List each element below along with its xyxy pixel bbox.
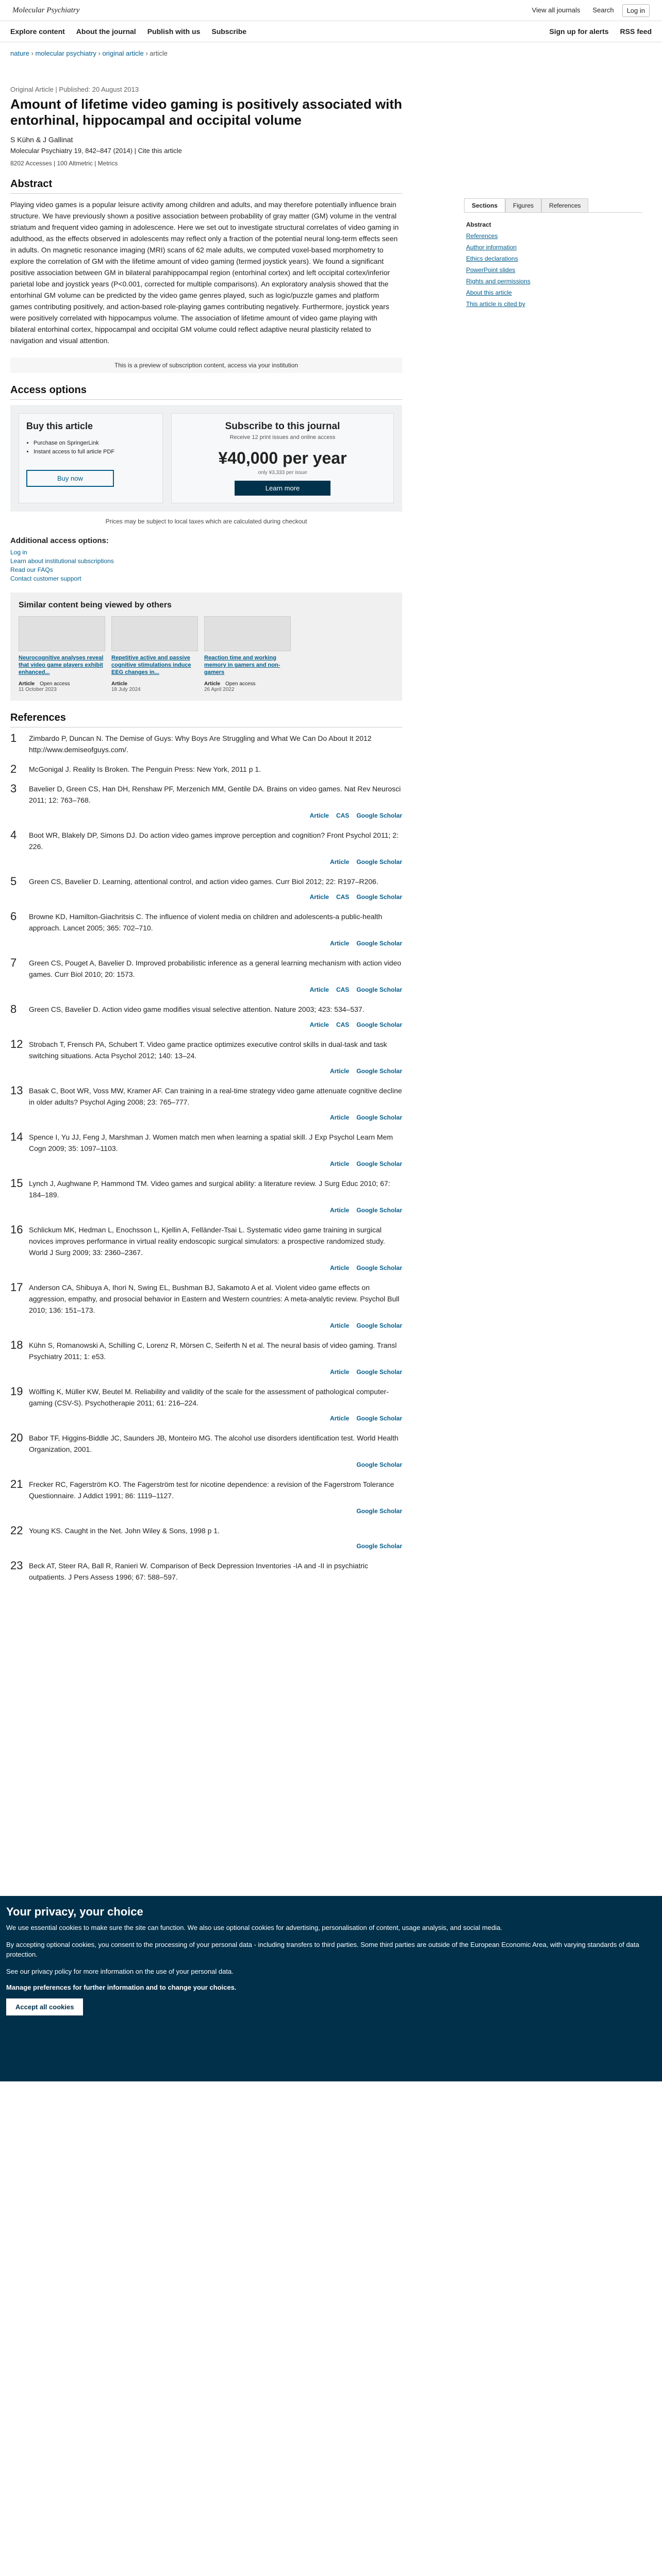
reference-item: [10, 1525, 402, 1552]
similar-card[interactable]: [111, 616, 198, 692]
card-type: Article: [19, 681, 35, 687]
reference-item: [10, 1386, 402, 1424]
nav-rss[interactable]: RSS feed: [620, 27, 652, 36]
reference-article-link[interactable]: Article: [329, 1264, 350, 1272]
card-type: Article: [204, 681, 221, 687]
reference-article-link[interactable]: Article: [329, 1067, 350, 1075]
reference-number: 3: [10, 782, 17, 795]
cookie-banner: [0, 1896, 662, 2081]
reference-text: Lynch J, Aughwane P, Hammond TM. Video games and surgical ability: a literature review. J Surg Educ 2010; 67: 184–189.: [29, 1179, 390, 1199]
card-title[interactable]: Reaction time and working memory in gamers and non-gamers: [204, 655, 280, 675]
additional-access-link[interactable]: Contact customer support: [10, 575, 81, 582]
top-bar: [0, 0, 662, 21]
article-meta: Original Article | Published: 20 August 2013: [10, 86, 139, 93]
cookie-heading: Your privacy, your choice: [6, 1905, 143, 1918]
reference-cas-link[interactable]: CAS: [336, 986, 350, 993]
reference-text: Green CS, Bavelier D. Action video game modifies visual selective attention. Nature 2003; 423: 534–537.: [29, 1005, 365, 1013]
reference-text: Kühn S, Romanowski A, Schilling C, Lorenz R, Mörsen C, Seiferth N et al. The neural basis of video gaming. Transl Psychiatry 2011; 1: e53.: [29, 1341, 397, 1361]
buy-article-title: Buy this article: [26, 421, 93, 431]
reference-number: 16: [10, 1223, 23, 1236]
reference-cas-link[interactable]: CAS: [336, 1021, 350, 1028]
buy-point: • Instant access to full article PDF: [34, 448, 155, 456]
sidebar-section-link[interactable]: Rights and permissions: [466, 278, 531, 285]
reference-number: 1: [10, 732, 17, 744]
reference-number: 7: [10, 956, 17, 969]
sidebar-section-link[interactable]: PowerPoint slides: [466, 266, 516, 274]
login-button[interactable]: Log in: [622, 4, 650, 17]
reference-article-link[interactable]: Article: [329, 1114, 350, 1121]
reference-text: Browne KD, Hamilton-Giachritsis C. The influence of violent media on children and adolescents-a public-health approach. Lancet 2005; 365: 702–710.: [29, 912, 383, 932]
reference-scholar-link[interactable]: Google Scholar: [356, 1507, 402, 1515]
reference-article-link[interactable]: Article: [329, 1160, 350, 1167]
reference-item: [10, 829, 402, 868]
reference-item: [10, 1131, 402, 1170]
access-panel: [10, 405, 402, 512]
journal-citation: Molecular Psychiatry 19, 842–847 (2014) | Cite this article: [10, 147, 182, 155]
reference-text: McGonigal J. Reality Is Broken. The Penguin Press: New York, 2011 p 1.: [29, 765, 261, 773]
tab-figures[interactable]: Figures: [505, 198, 541, 212]
sidebar-tabs: [464, 198, 642, 213]
similar-content: [10, 592, 402, 701]
reference-text: Green CS, Pouget A, Bavelier D. Improved probabilistic inference as a general learning mechanism with action video games. Curr Biol 2010; 20: 1573.: [29, 959, 402, 978]
card-type: Article: [111, 681, 128, 687]
reference-article-link[interactable]: Article: [329, 1368, 350, 1376]
article-main: [10, 82, 402, 1591]
additional-access-heading: Additional access options:: [10, 536, 109, 545]
reference-article-link[interactable]: Article: [329, 858, 350, 866]
section-links: [464, 213, 642, 316]
card-access: Open access: [40, 681, 70, 687]
cookie-text: We use essential cookies to make sure the site can function. We also use optional cookies for advertising, personalisation of content, usage analysis, and social media.: [6, 1924, 503, 1931]
sidebar: [464, 198, 642, 316]
reference-text: Wölfling K, Müller KW, Beutel M. Reliability and validity of the scale for the assessment of pathological computer-gaming (CSV-S). Psychotherapie 2011; 61: 216–224.: [29, 1387, 389, 1407]
subscribe-desc: Receive 12 print issues and online access: [229, 434, 336, 440]
reference-number: 23: [10, 1559, 23, 1572]
cookie-privacy-text[interactable]: See our privacy policy for more information on the use of your personal data.: [6, 1968, 234, 1975]
additional-access-link[interactable]: Log in: [10, 549, 27, 556]
buy-article-box: [19, 413, 163, 503]
additional-access-link[interactable]: Read our FAQs: [10, 566, 53, 573]
card-title[interactable]: Neurocognitive analyses reveal that video game players exhibit enhanced...: [19, 655, 104, 675]
card-date: 18 July 2024: [111, 687, 141, 692]
reference-text: Beck AT, Steer RA, Ball R, Ranieri W. Comparison of Beck Depression Inventories -IA and -II in psychiatric outpatients. J Pers Assess 1996; 67: 588–597.: [29, 1562, 369, 1581]
reference-number: 19: [10, 1385, 23, 1398]
reference-text: Green CS, Bavelier D. Learning, attentional control, and action video games. Curr Biol 2012; 22: R197–R206.: [29, 877, 378, 886]
reference-item: [10, 876, 402, 903]
article-metrics[interactable]: 8202 Accesses | 100 Altmetric | Metrics: [10, 160, 118, 167]
card-title[interactable]: Repetitive active and passive cognitive stimulations induce EEG changes in...: [111, 655, 191, 675]
reference-item: [10, 1085, 402, 1123]
reference-cas-link[interactable]: CAS: [336, 812, 350, 819]
tab-references[interactable]: References: [541, 198, 588, 212]
reference-item: [10, 1560, 402, 1583]
reference-article-link[interactable]: Article: [309, 986, 329, 993]
additional-access-link[interactable]: Learn about institutional subscriptions: [10, 557, 114, 565]
reference-article-link[interactable]: Article: [329, 1322, 350, 1329]
author-list[interactable]: S Kühn & J Gallinat: [10, 135, 73, 144]
journal-logo[interactable]: Molecular Psychiatry: [12, 6, 80, 14]
reference-scholar-link[interactable]: Google Scholar: [356, 940, 402, 947]
reference-number: 13: [10, 1084, 23, 1097]
reference-number: 8: [10, 1003, 17, 1015]
reference-scholar-link[interactable]: Google Scholar: [356, 1160, 402, 1167]
reference-scholar-link[interactable]: Google Scholar: [356, 1543, 402, 1550]
reference-text: Zimbardo P, Duncan N. The Demise of Guys: Why Boys Are Struggling and What We Can Do About It 2012 http://www.demiseofguys.com/.: [29, 734, 372, 754]
reference-item: [10, 911, 402, 949]
reference-number: 14: [10, 1130, 23, 1143]
sidebar-section-link[interactable]: Ethics declarations: [466, 255, 518, 262]
reference-number: 5: [10, 875, 17, 888]
accept-cookies-button[interactable]: Accept all cookies: [6, 1998, 83, 2015]
card-thumbnail: [19, 616, 105, 651]
reference-number: 15: [10, 1177, 23, 1190]
reference-number: 4: [10, 828, 17, 841]
reference-text: Schlickum MK, Hedman L, Enochsson L, Kjellin A, Felländer-Tsai L. Systematic video game training in surgical novices improves performance in virtual reality endoscopic surgical simulators: a prospective randomized study. World J Surg 2009; 33: 2360–2367.: [29, 1226, 385, 1257]
card-access: Open access: [225, 681, 256, 687]
learn-more-button[interactable]: Learn more: [235, 481, 330, 496]
reference-number: 18: [10, 1338, 23, 1351]
reference-item: [10, 1282, 402, 1331]
taxes-note: Prices may be subject to local taxes which are calculated during checkout: [105, 518, 307, 525]
reference-scholar-link[interactable]: Google Scholar: [356, 1021, 402, 1028]
abstract-heading: Abstract: [10, 178, 402, 194]
reference-list: [10, 733, 402, 1583]
reference-number: 20: [10, 1431, 23, 1444]
reference-text: Strobach T, Frensch PA, Schubert T. Video game practice optimizes executive control skills in dual-task and task switching situations. Acta Psychol 2012; 140: 13–24.: [29, 1040, 387, 1060]
subscribe-title: Subscribe to this journal: [225, 421, 340, 432]
reference-number: 6: [10, 910, 17, 923]
reference-article-link[interactable]: Article: [309, 812, 329, 819]
journal-nav: [0, 21, 662, 42]
reference-number: 17: [10, 1281, 23, 1294]
article-title: Amount of lifetime video gaming is positively associated with entorhinal, hippocampal and occipital volume: [10, 96, 402, 128]
reference-article-link[interactable]: Article: [309, 893, 329, 901]
reference-item: [10, 733, 402, 755]
access-options-heading: Access options: [10, 384, 402, 400]
reference-scholar-link[interactable]: Google Scholar: [356, 1322, 402, 1329]
reference-number: 22: [10, 1524, 23, 1537]
reference-text: Boot WR, Blakely DP, Simons DJ. Do action video games improve perception and cognition? Front Psychol 2011; 2: 226.: [29, 831, 399, 851]
sidebar-section-link[interactable]: Abstract: [466, 221, 491, 228]
reference-cas-link[interactable]: CAS: [336, 893, 350, 901]
nav-explore-content[interactable]: Explore content: [10, 27, 65, 36]
reference-scholar-link[interactable]: Google Scholar: [356, 1461, 402, 1468]
reference-scholar-link[interactable]: Google Scholar: [356, 1368, 402, 1376]
sidebar-section-link[interactable]: About this article: [466, 289, 512, 296]
reference-text: Bavelier D, Green CS, Han DH, Renshaw PF, Merzenich MM, Gentile DA. Brains on video games. Nat Rev Neurosci 2011; 12: 763–768.: [29, 785, 401, 804]
reference-text: Frecker RC, Fagerström KO. The Fagerström test for nicotine dependence: a revision of the Fagerstrom Tolerance Questionnaire. J Addict 1991; 86: 1119–1127.: [29, 1480, 394, 1500]
reference-number: 12: [10, 1038, 23, 1050]
reference-scholar-link[interactable]: Google Scholar: [356, 1207, 402, 1214]
card-thumbnail: [204, 616, 291, 651]
card-date: 11 October 2023: [19, 687, 57, 692]
reference-scholar-link[interactable]: Google Scholar: [356, 986, 402, 993]
reference-item: [10, 1224, 402, 1274]
reference-text: Basak C, Boot WR, Voss MW, Kramer AF. Can training in a real-time strategy video game attenuate cognitive decline in older adults? Psychol Aging 2008; 23: 765–777.: [29, 1087, 402, 1106]
reference-scholar-link[interactable]: Google Scholar: [356, 893, 402, 901]
manage-preferences-link[interactable]: Manage preferences for further information and to change your choices.: [6, 1984, 237, 1991]
reference-scholar-link[interactable]: Google Scholar: [356, 858, 402, 866]
breadcrumb-item[interactable]: original article: [102, 49, 144, 57]
card-date: 26 April 2022: [204, 687, 235, 692]
subscription-price: ¥40,000 per year: [218, 449, 347, 467]
reference-article-link[interactable]: Article: [329, 1207, 350, 1214]
sidebar-section-link[interactable]: Author information: [466, 244, 517, 251]
nav-subscribe[interactable]: Subscribe: [211, 27, 247, 36]
reference-item: [10, 1004, 402, 1030]
reference-item: [10, 1432, 402, 1470]
similar-heading: Similar content being viewed by others: [19, 601, 172, 609]
reference-item: [10, 1178, 402, 1216]
reference-text: Spence I, Yu JJ, Feng J, Marshman J. Women match men when learning a spatial skill. J Exp Psychol Learn Mem Cogn 2009; 35: 1097–1103.: [29, 1133, 393, 1153]
reference-item: [10, 1340, 402, 1378]
reference-number: 2: [10, 762, 17, 775]
reference-item: [10, 957, 402, 995]
card-thumbnail: [111, 616, 198, 651]
reference-scholar-link[interactable]: Google Scholar: [356, 1415, 402, 1422]
breadcrumb-item[interactable]: nature: [10, 49, 29, 57]
reference-item: [10, 764, 402, 775]
search-button[interactable]: Search: [592, 6, 614, 14]
reference-scholar-link[interactable]: Google Scholar: [356, 1264, 402, 1272]
reference-item: [10, 783, 402, 821]
nav-publish[interactable]: Publish with us: [147, 27, 201, 36]
reference-item: [10, 1039, 402, 1077]
view-all-journals-link[interactable]: View all journals: [532, 6, 581, 14]
buy-now-button[interactable]: Buy now: [26, 470, 114, 487]
references-heading: References: [10, 712, 402, 727]
reference-article-link[interactable]: Article: [329, 1415, 350, 1422]
buy-point: • Purchase on SpringerLink: [34, 439, 155, 448]
similar-card[interactable]: [204, 616, 291, 692]
subscribe-box: [171, 413, 394, 503]
breadcrumb: nature › molecular psychiatry › original article › article: [10, 49, 168, 57]
reference-number: 21: [10, 1478, 23, 1490]
breadcrumb-current: article: [150, 49, 168, 57]
price-per-issue: only ¥3,333 per issue: [258, 470, 307, 476]
reference-article-link[interactable]: Article: [329, 940, 350, 947]
sidebar-section-link[interactable]: This article is cited by: [466, 300, 525, 308]
reference-text: Anderson CA, Shibuya A, Ihori N, Swing EL, Bushman BJ, Sakamoto A et al. Violent video game effects on aggression, empathy, and prosocial behavior in Eastern and Western countries: A meta-analytic review. Psychol Bull 2010; 136: 151–173.: [29, 1283, 400, 1314]
reference-scholar-link[interactable]: Google Scholar: [356, 1067, 402, 1075]
similar-card[interactable]: [19, 616, 105, 692]
nav-about-journal[interactable]: About the journal: [76, 27, 136, 36]
abstract-text: Playing video games is a popular leisure activity among children and adults, and may therefore potentially influence brain structure. We have previously shown a positive association between probability of gray matter (GM) volume in the ventral striatum and frequent video gaming in adolescence. Here we set out to investigate structural correlates of video gaming in adulthood, as the effects observed in adolescents may reflect only a fraction of the potential neural long-term effects seen in adults. On magnetic resonance imaging (MRI) scans of 62 male adults, we computed voxel-based morphometry to explore the correlation of GM with the lifetime amount of video gaming (termed joystick years). We found a significant positive association between GM in bilateral parahippocampal region (entorhinal cortex) and left occipital cortex/inferior parietal lobe and joystick years (P<0.001, corrected for multiple comparisons). An exploratory analysis showed that the entorhinal GM volume can be predicted by the video game genres played, such as logic/puzzle games and platform games contributing positively, and action-based role-playing games contributing negatively. Furthermore, joystick years were positively correlated with hippocampus volume. The association of lifetime amount of video game playing with bilateral entorhinal cortex, hippocampal and occipital GM volume could reflect adaptive neural plasticity related to navigation and visual attention.: [10, 200, 399, 345]
reference-item: [10, 1479, 402, 1517]
reference-text: Young KS. Caught in the Net. John Wiley & Sons, 1998 p 1.: [29, 1527, 220, 1535]
reference-scholar-link[interactable]: Google Scholar: [356, 812, 402, 819]
breadcrumb-item[interactable]: molecular psychiatry: [35, 49, 96, 57]
reference-scholar-link[interactable]: Google Scholar: [356, 1114, 402, 1121]
reference-text: Babor TF, Higgins-Biddle JC, Saunders JB, Monteiro MG. The alcohol use disorders identification test. World Health Organization, 2001.: [29, 1434, 399, 1453]
preview-note[interactable]: This is a preview of subscription content, access via your institution: [10, 358, 402, 373]
sidebar-section-link[interactable]: References: [466, 232, 498, 240]
nav-alerts[interactable]: Sign up for alerts: [549, 27, 609, 36]
cookie-text: By accepting optional cookies, you consent to the processing of your personal data - including transfers to third parties. Some third parties are outside of the European Economic Area, with varying standards of data protection.: [6, 1941, 639, 1958]
reference-article-link[interactable]: Article: [309, 1021, 329, 1028]
tab-sections[interactable]: Sections: [464, 198, 505, 212]
